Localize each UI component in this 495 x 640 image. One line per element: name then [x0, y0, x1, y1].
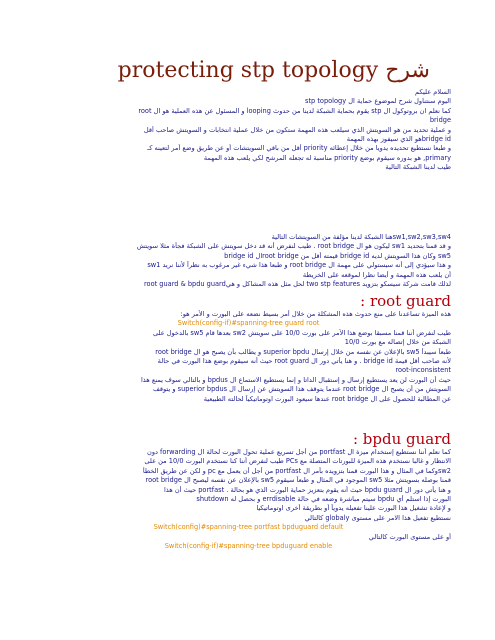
root-guard-heading: root guard : — [360, 292, 451, 310]
body-line: كما نعلم أننا نستطيع إستخدام ميزة ال portfast من أجل تسريع عملية تحول البورت لحالة ال forwarding دون — [146, 448, 451, 456]
root-guard-command: Switch(config-if)#spanning-tree guard root — [177, 319, 320, 328]
body-line: sw5 وكان هذا السويتش لديه bridge id قيمته أقل من root bridgeال bridge id — [224, 251, 451, 260]
intro-line: و عملية تحديد من هو السويتش الذي سيلعب هذه المهمة ستكون من خلال عملية انتخابات و السويتش صاحب أقل — [143, 125, 451, 134]
body-line: و لإعادة تشغيل هذا البورت علينا تفعيله يدوياً أو بطريقة أخرى اوتوماتيكيا — [256, 504, 451, 513]
body-line: sw2وكما في المثال و هذا البورت قمنا بتزويده بأمر ال portfast من أجل أن يعمل مع pc و لكن عن طريق الخطأ — [142, 466, 451, 475]
body-line: و هنا يأتي دور ال bpdu guard حيث أنه يقوم بتعزيز حماية البورت الذي هو بحالة . portfast حيث أن هذا — [163, 485, 451, 494]
body-line: و قد قمنا بتحديد sw1 ليكون هو ال root bridge . طيب لنفرض أنه قد دخل سويتش على الشبكة فجأة مثلا سويتش — [136, 242, 451, 251]
intro-line: bridge — [429, 116, 451, 125]
body-line: لأنه صاحب أقل قيمة bridge id . و هنا يأتي دور ال root guard حيث أنه سيقوم بوضع هذا البورت في حالة — [157, 357, 451, 366]
bpdu-guard-interface-command: Switch(config-if)#spanning-tree bpduguard enable — [164, 542, 333, 551]
intro-line: كما نعلم ان بروتوكول ال stp يقوم بحماية الشبكة لدينا من حدوث looping و المسئول عن هذه العملية هو ال root — [138, 106, 451, 115]
body-line: نستطيع تفعيل هذا الامر على مستوى globaly كالتالي — [304, 513, 451, 522]
body-line: الانتظار و غالبا نستخدم هذه الميزة للبورتات المتصلة مع PCs طيب لنفرض أننا كنا نستخدم البورت 10/0 من على — [144, 457, 451, 466]
body-line: قمنا بوصله بسويتش مثلا sw5 الموجود في المثال و طبعاً سيقوم sw5 بالإعلان عن نفسه ليصبح ال root bridge — [145, 476, 451, 485]
body-line: sw1,sw2,sw3,sw4هنا الشبكة لدينا مؤلفة من السويتشات التالية — [271, 233, 451, 241]
intro-line: طيب لدينا الشبكة التالية — [385, 163, 451, 172]
body-line: حيث أن البورت لن يعد يستطيع إرسال و إستقبال الداتا و إنما يستطيع الاستماع ال bpdus و بالتالي سوف يمنع هذا — [140, 375, 451, 384]
bpdu-guard-global-command: Switch(config)#spanning-tree portfast bpduguard default — [153, 523, 344, 532]
body-line: root-inconsistent — [395, 366, 451, 375]
body-line: لذلك قامت شركة سيسكو بتزويد two stp features لحل مثل هذه المشاكل و هيroot guard & bpdu guard — [143, 280, 451, 289]
intro-line: primary, هو بدوره سيقوم بوضع priority مناسبة له تجعله المرشح لكي يلعب هذه المهمة — [203, 153, 451, 162]
body-line: الشبكة من خلال إتصاله مع بورت 10/0 — [344, 338, 451, 347]
intro-line: bridge idهو الذي سيفوز بهذه المهمة — [346, 135, 451, 144]
body-line: و هذا سيؤدي إلى أنه سيستولي على مهمة ال root bridge و طبعا هذا شيء غير مرغوب به نظراً لأننا نريد sw1 — [147, 261, 451, 270]
body-line: أو على مستوى البورت كالتالي — [368, 532, 451, 541]
intro-line: اليوم سنتناول شرح لموضوع حماية ال stp topology — [305, 97, 451, 106]
body-line: البورت إذا استلم أي bpdu سيتم مباشرة وضعه في حالة errdisable و بحصل له shutdown — [196, 495, 451, 504]
body-line: طبعاً سيبدأ sw5 بالإعلان عن نفسه من خلال إرسال superior bpdu و يطالب بأن يصبح هو ال root bridge — [155, 347, 451, 356]
body-line: السويتش من أن يصبح ال root bridge عندما يتوقف هذا السويتش عن إرسال ال superior bpdus و يتوقف — [153, 385, 451, 394]
document-title: شرح protecting stp topology — [117, 58, 430, 83]
intro-line: السلام عليكم — [415, 88, 451, 96]
root-guard-section — [46, 292, 451, 404]
body-line: طيب لنفرض أننا قمنا مسبقا بوضع هذا الأمر على بورت 10/0 على سويتش sw2 بعدها قام sw5 بالدخول على — [153, 328, 451, 337]
intro-section — [46, 88, 451, 173]
body-line: عن المطالبة للحصول على ال root bridge عندها سيعود البورت اوتوماتيكياً لحالته الطبيعية — [203, 394, 451, 403]
intro-line: و طبعا نستطيع تحديده يدويا من خلال إعطائه priority أقل من باقي السويتشات أو عن طريق وضع أمر لتعينه كـ — [147, 144, 451, 153]
body-line: هذه الميزة تساعدنا على منع حدوث هذه المشكلة من خلال أمر بسيط نضعه على البورت و الأمر هو: — [180, 310, 451, 318]
bpdu-guard-heading: bpdu guard : — [352, 430, 451, 448]
body-line: أن يلعب هذه المهمة و أيضا نظرا لموقعه على الخريطة — [302, 270, 451, 279]
bpdu-guard-section — [46, 430, 451, 551]
network-section — [46, 233, 451, 289]
